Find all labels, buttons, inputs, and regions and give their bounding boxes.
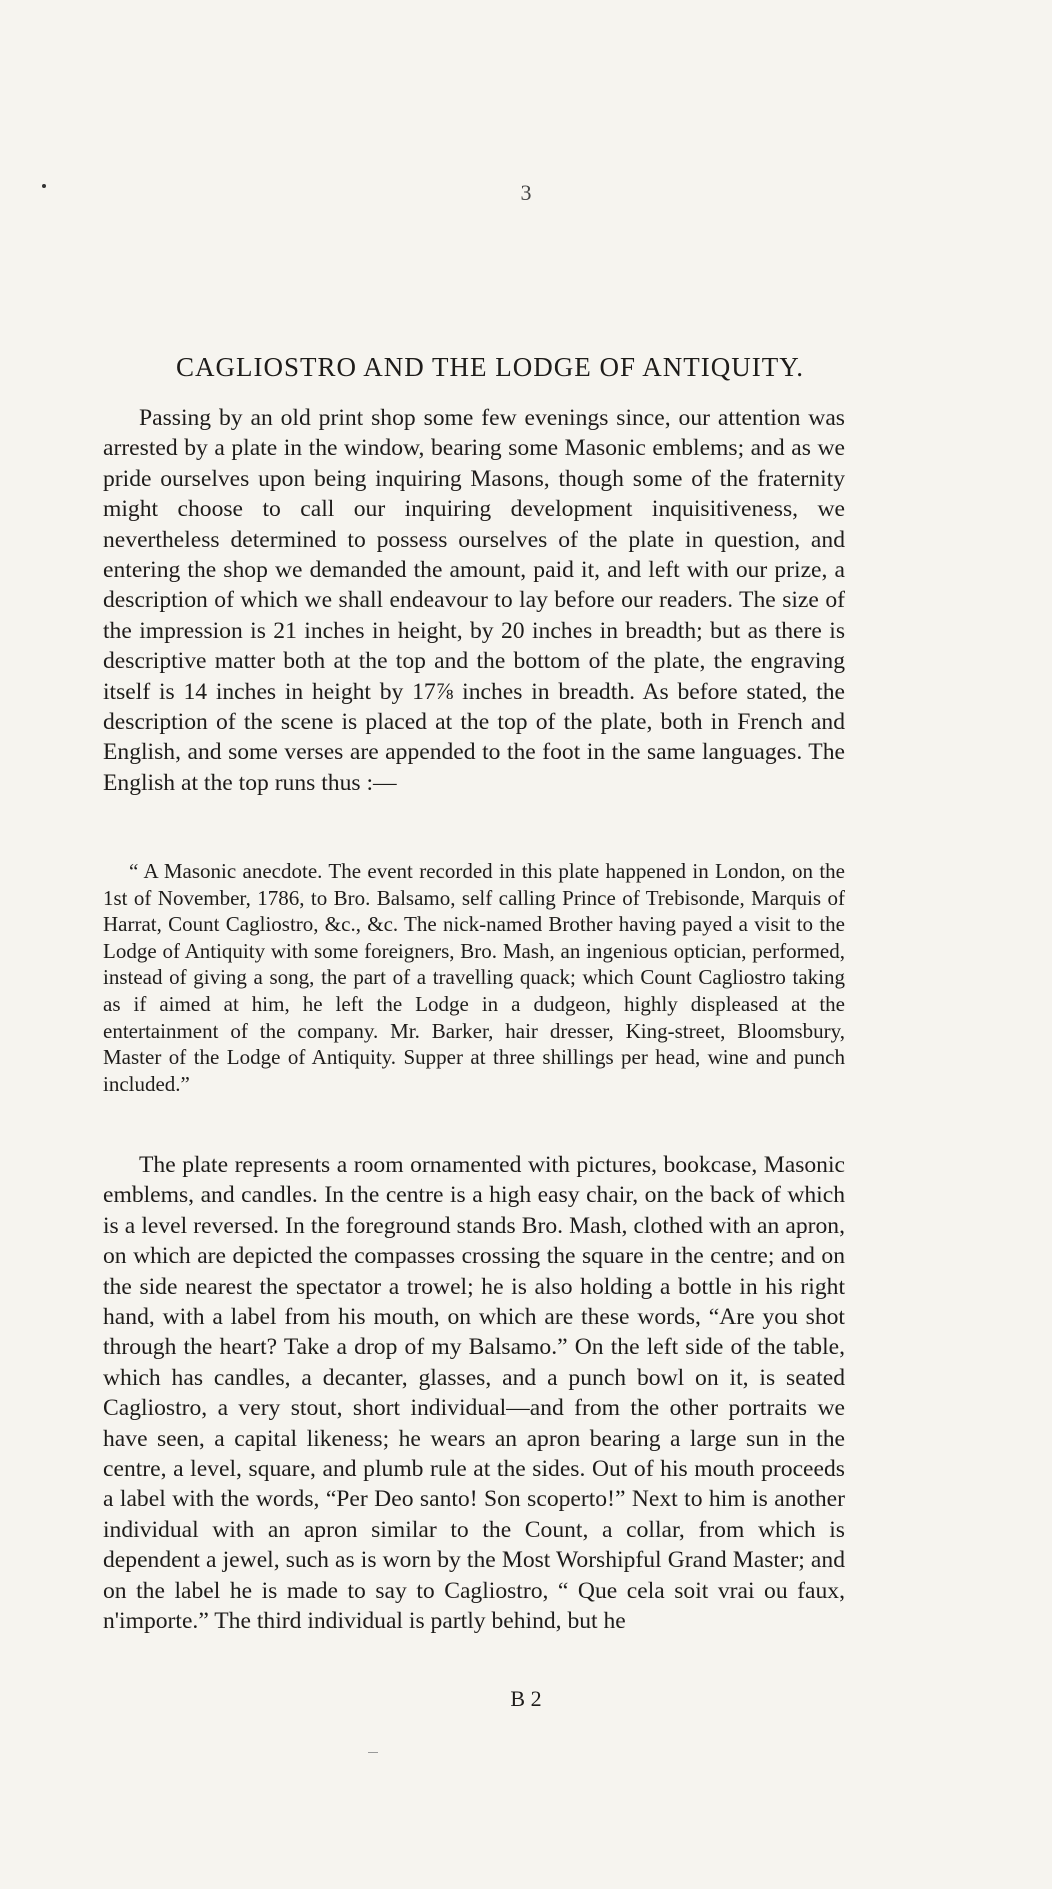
article-title: CAGLIOSTRO AND THE LODGE OF ANTIQUITY.: [176, 352, 804, 382]
printer-signature-mark: B 2: [510, 1686, 542, 1711]
page-number: 3: [520, 180, 532, 205]
paragraph-2: The plate represents a room ornamented with pictures, bookcase, Masonic emblems, and candles. In the centre is a high easy chair, on the back of which is a level reversed. In the foreground stands Bro. Mash, clothed with an apron, on which are depicted the compasses crossing the square in the centre; and on the side nearest the spectator a trowel; he is also holding a bottle in his right hand, with a label from his mouth, on which are these words, “Are you shot through the heart? Take a drop of my Balsamo.” On the left side of the table, which has candles, a decanter, glasses, and a punch bowl on it, is seated Cagliostro, a very stout, short individual—and from the other portraits we have seen, a capital likeness; he wears an apron bearing a large sun in the centre, a level, square, and plumb rule at the sides. Out of his mouth proceeds a label with the words, “Per Deo santo! Son scoperto!” Next to him is another individual with an apron similar to the Count, a collar, from which is dependent a jewel, such as is worn by the Most Worshipful Grand Master; and on the label he is made to say to Cagliostro, “ Que cela soit vrai ou faux, n'importe.” The third individual is partly behind, but he: [103, 1152, 845, 1635]
paragraph-1: Passing by an old print shop some few evenings since, our attention was arrested by a plate in the window, bearing some Masonic emblems; and as we pride ourselves upon being inquiring Masons, though some of the fraternity might choose to call our inquiring development inquisitiveness, we nevertheless determined to possess ourselves of the plate in question, and entering the shop we demanded the amount, paid it, and left with our prize, a description of which we shall endeavour to lay before our readers. The size of the impression is 21 inches in height, by 20 inches in breadth; but as there is descriptive matter both at the top and the bottom of the plate, the engraving itself is 14 inches in height by 17⅞ inches in breadth. As before stated, the description of the scene is placed at the top of the plate, both in French and English, and some verses are appended to the foot in the same languages. The English at the top runs thus :—: [103, 405, 845, 796]
quoted-anecdote: “ A Masonic anecdote. The event recorded in this plate happened in London, on the 1st of November, 1786, to Bro. Balsamo, self calling Prince of Trebisonde, Marquis of Harrat, Count Cagliostro, &c., &c. The nick-named Brother having payed a visit to the Lodge of Antiquity with some foreigners, Bro. Mash, an ingenious optician, performed, instead of giving a song, the part of a travelling quack; which Count Cagliostro taking as if aimed at him, he left the Lodge in a dudgeon, highly displeased at the entertainment of the company. Mr. Barker, hair dresser, King-street, Bloomsbury, Master of the Lodge of Antiquity. Supper at three shillings per head, wine and punch included.”: [103, 859, 845, 1096]
footer-rule: [368, 1752, 378, 1753]
